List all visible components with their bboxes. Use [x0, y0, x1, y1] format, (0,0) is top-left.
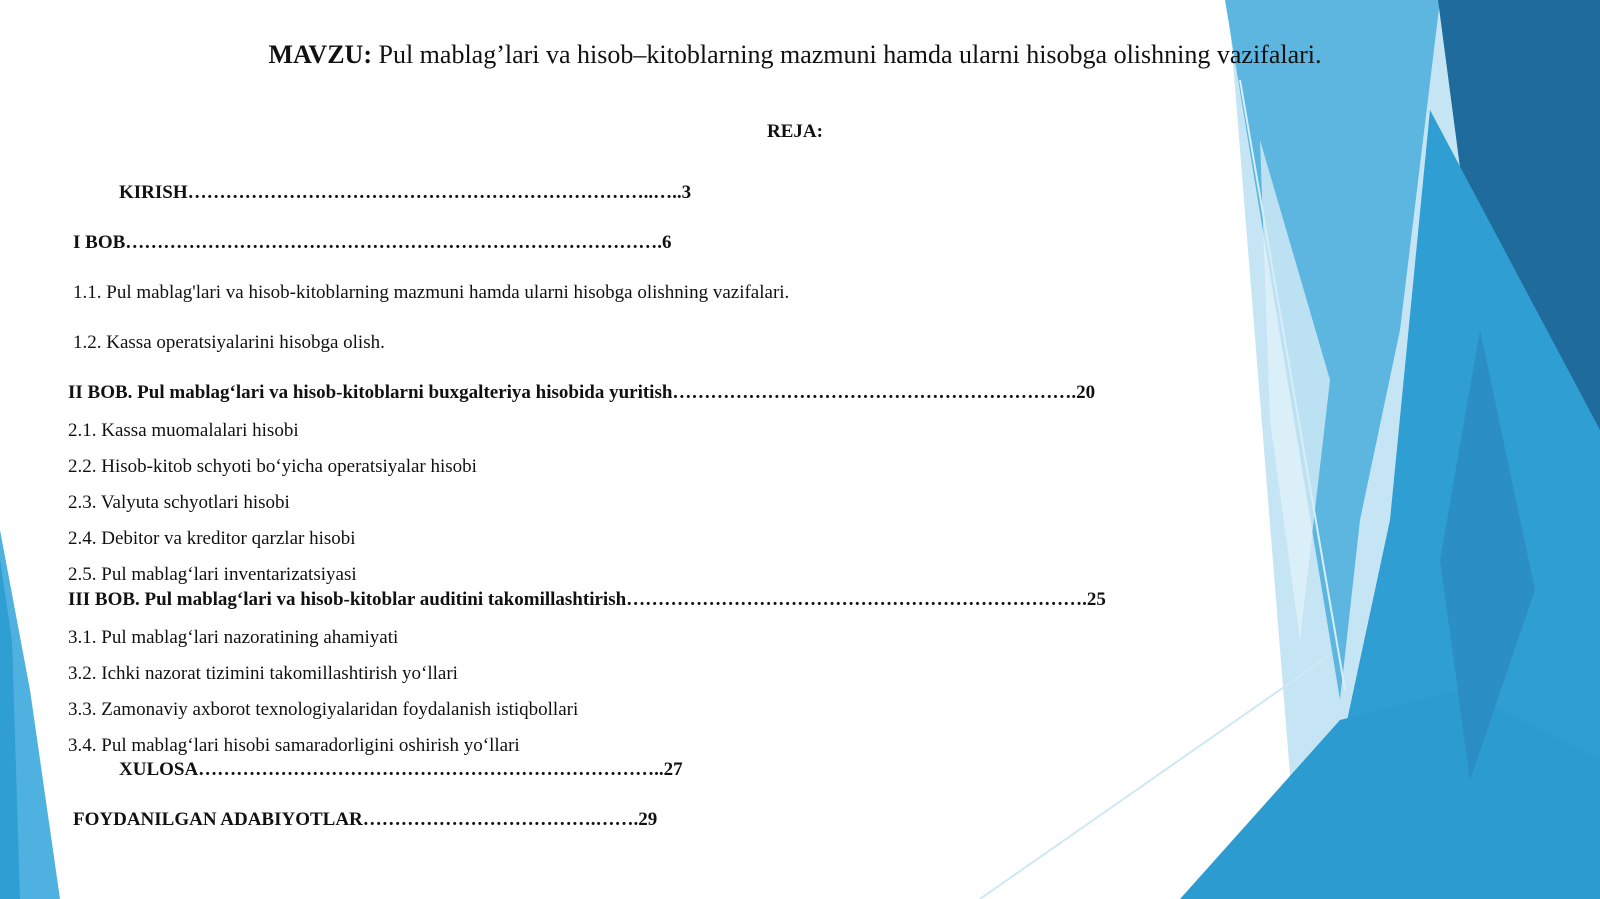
plan-heading: REJA:	[767, 121, 823, 142]
toc-item-2-2: 2.2. Hisob-kitob schyoti bo‘yicha operatsiyalar hisobi	[68, 456, 477, 477]
toc-item-3-4: 3.4. Pul mablag‘lari hisobi samaradorligini oshirish yo‘llari	[68, 735, 520, 756]
toc-item-3-1: 3.1. Pul mablag‘lari nazoratining ahamiyati	[68, 627, 399, 648]
toc-item-1-1: 1.1. Pul mablag'lari va hisob-kitoblarning mazmuni hamda ularni hisobga olishning vazifalari.	[73, 282, 790, 303]
toc-chapter-3: III BOB. Pul mablag‘lari va hisob-kitoblar auditini takomillashtirish……………………………………………………………….25	[68, 589, 1106, 610]
title-label: MAVZU:	[268, 40, 372, 69]
toc-item-2-3: 2.3. Valyuta schyotlari hisobi	[68, 492, 290, 513]
toc-item-2-5: 2.5. Pul mablag‘lari inventarizatsiyasi	[68, 564, 357, 585]
toc-item-3-2: 3.2. Ichki nazorat tizimini takomillashtirish yo‘llari	[68, 663, 458, 684]
toc-intro: KIRISH………………………………………………………………..…..3	[119, 182, 692, 203]
toc-item-1-2: 1.2. Kassa operatsiyalarini hisobga olish.	[73, 332, 385, 353]
toc-chapter-1: I BOB………………………………………………………………………….6	[73, 232, 672, 253]
toc-item-3-3: 3.3. Zamonaviy axborot texnologiyalaridan foydalanish istiqbollari	[68, 699, 579, 720]
toc-conclusion: XULOSA………………………………………………………………..27	[119, 759, 683, 780]
toc-references: FOYDANILGAN ADABIYOTLAR……………………………….…….29	[73, 809, 658, 830]
title-text: Pul mablag’lari va hisob–kitoblarning mazmuni hamda ularni hisobga olishning vazifalari.	[378, 40, 1322, 69]
slide-title	[0, 40, 1590, 70]
toc-item-2-4: 2.4. Debitor va kreditor qarzlar hisobi	[68, 528, 356, 549]
toc-chapter-2: II BOB. Pul mablag‘lari va hisob-kitoblarni buxgalteriya hisobida yuritish……………………………………………………….20	[68, 382, 1096, 403]
toc-item-2-1: 2.1. Kassa muomalalari hisobi	[68, 420, 299, 441]
